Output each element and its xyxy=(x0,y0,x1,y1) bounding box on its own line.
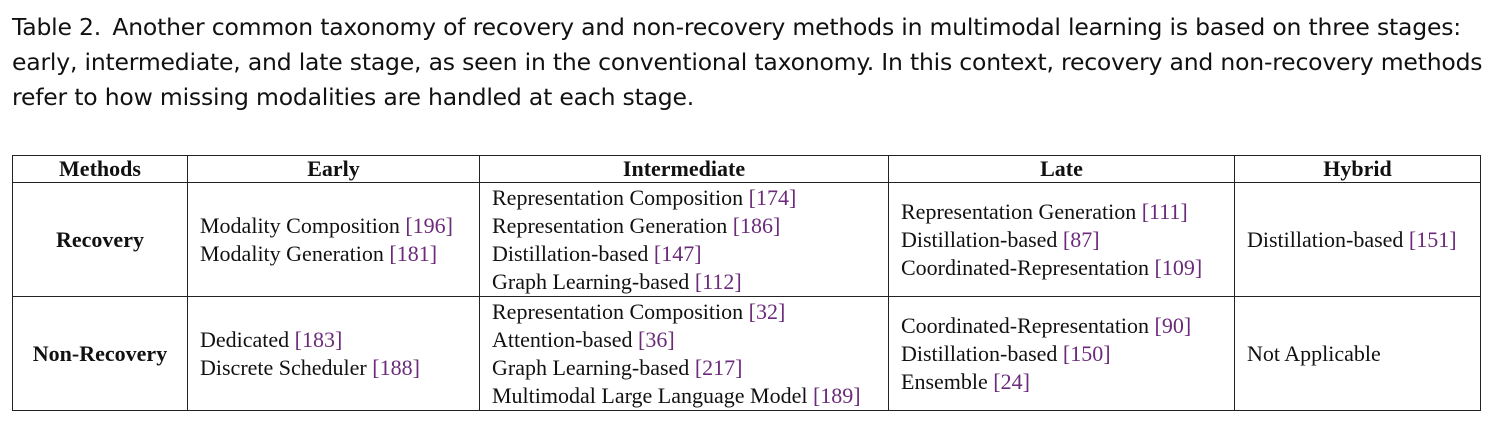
citation-link[interactable]: [90] xyxy=(1154,312,1192,338)
citation-link[interactable]: [174] xyxy=(748,184,797,210)
entry-text: Distillation-based xyxy=(492,240,649,266)
citation-link[interactable]: [217] xyxy=(694,354,743,380)
entry-text: Dedicated xyxy=(200,326,290,352)
entry-text: Representation Generation xyxy=(492,212,728,238)
method-entry xyxy=(901,368,1222,396)
entry-text: Ensemble xyxy=(901,368,988,394)
entry-text: Discrete Scheduler xyxy=(200,354,367,380)
intermediate-cell xyxy=(480,183,889,297)
method-entry xyxy=(492,382,876,410)
entry-text: Distillation-based xyxy=(1247,226,1404,252)
citation-link[interactable]: [188] xyxy=(372,354,420,380)
citation-link[interactable]: [196] xyxy=(405,212,454,238)
citation-link[interactable]: [112] xyxy=(694,268,742,294)
entry-text: Graph Learning-based xyxy=(492,268,690,294)
late-cell xyxy=(889,183,1235,297)
hybrid-cell xyxy=(1235,183,1481,297)
entry-text: Distillation-based xyxy=(901,340,1058,366)
method-entry xyxy=(492,326,876,354)
method-entry xyxy=(901,340,1222,368)
method-entry xyxy=(492,298,876,326)
entry-text: Modality Generation xyxy=(200,240,384,266)
table-row-recovery xyxy=(13,183,1481,297)
header-late: Late xyxy=(889,156,1235,183)
header-methods: Methods xyxy=(13,156,188,183)
method-entry xyxy=(200,354,467,382)
entry-text: Graph Learning-based xyxy=(492,354,690,380)
header-early: Early xyxy=(188,156,480,183)
citation-link[interactable]: [36] xyxy=(638,326,675,352)
header-hybrid: Hybrid xyxy=(1235,156,1481,183)
entry-text: Representation Composition xyxy=(492,184,744,210)
citation-link[interactable]: [189] xyxy=(812,382,861,408)
citation-link[interactable]: [183] xyxy=(294,326,343,352)
citation-link[interactable]: [87] xyxy=(1062,226,1100,252)
citation-link[interactable]: [109] xyxy=(1154,254,1203,280)
method-cell: Non-Recovery xyxy=(13,297,188,411)
early-cell xyxy=(188,183,480,297)
table-header-row xyxy=(13,156,1481,183)
intermediate-cell xyxy=(480,297,889,411)
method-entry xyxy=(901,198,1222,226)
entry-text: Coordinated-Representation xyxy=(901,312,1150,338)
entry-text: Representation Generation xyxy=(901,198,1137,224)
method-entry xyxy=(901,312,1222,340)
table-caption xyxy=(12,10,1490,115)
entry-text: Attention-based xyxy=(492,326,633,352)
method-entry xyxy=(901,254,1222,282)
entry-text: Multimodal Large Language Model xyxy=(492,382,808,408)
method-entry xyxy=(200,240,467,268)
hybrid-cell xyxy=(1235,297,1481,411)
table-row-non-recovery xyxy=(13,297,1481,411)
citation-link[interactable]: [24] xyxy=(993,368,1030,394)
citation-link[interactable]: [111] xyxy=(1141,198,1188,224)
caption-label: Table 2. xyxy=(12,13,102,41)
method-entry xyxy=(492,212,876,240)
citation-link[interactable]: [147] xyxy=(653,240,702,266)
method-entry xyxy=(492,184,876,212)
citation-link[interactable]: [186] xyxy=(732,212,781,238)
citation-link[interactable]: [150] xyxy=(1062,340,1111,366)
caption-text: Another common taxonomy of recovery and non-recovery methods in multimodal learning is based on three stages: early, intermediate, and late stage, as seen in the conventional taxonomy. In this context, recovery and non-recovery methods refer to how missing modalities are handled at each stage. xyxy=(12,13,1483,111)
late-cell xyxy=(889,297,1235,411)
method-entry xyxy=(200,212,467,240)
method-cell: Recovery xyxy=(13,183,188,297)
entry-text: Representation Composition xyxy=(492,298,744,324)
entry-text: Coordinated-Representation xyxy=(901,254,1150,280)
method-entry xyxy=(901,226,1222,254)
method-entry xyxy=(492,240,876,268)
entry-text: Modality Composition xyxy=(200,212,400,238)
citation-link[interactable]: [151] xyxy=(1408,226,1457,252)
entry-text: Distillation-based xyxy=(901,226,1058,252)
citation-link[interactable]: [32] xyxy=(748,298,786,324)
method-entry xyxy=(1247,226,1468,254)
header-intermediate: Intermediate xyxy=(480,156,889,183)
method-entry xyxy=(1247,340,1468,368)
method-entry xyxy=(200,326,467,354)
entry-text: Not Applicable xyxy=(1247,340,1381,366)
early-cell xyxy=(188,297,480,411)
method-entry xyxy=(492,354,876,382)
citation-link[interactable]: [181] xyxy=(389,240,438,266)
method-entry xyxy=(492,268,876,296)
taxonomy-table xyxy=(12,155,1481,411)
